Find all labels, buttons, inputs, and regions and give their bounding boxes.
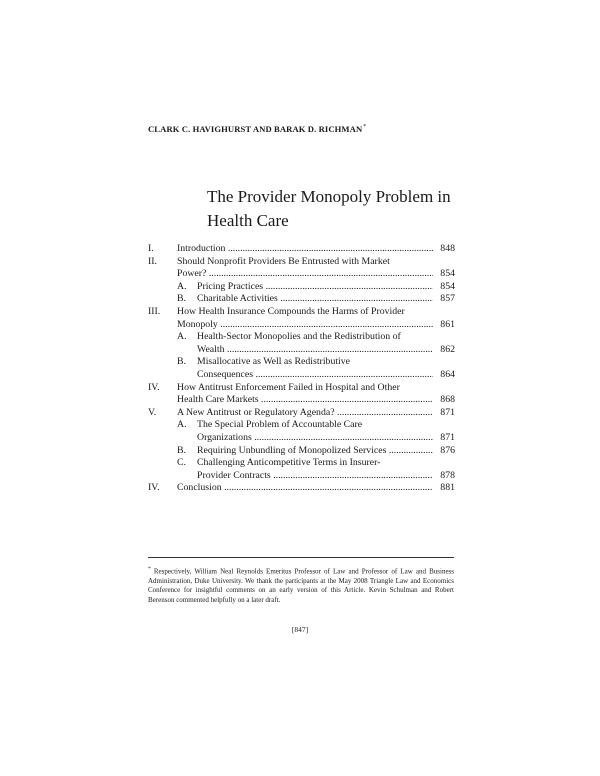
toc-entry-continuation [148, 268, 455, 281]
toc-entry-continuation [148, 470, 455, 483]
page-number: [847] [291, 625, 309, 634]
toc-entry-continuation [148, 319, 455, 332]
toc-number: III. [148, 305, 161, 317]
toc-sub-letter: A. [177, 331, 187, 343]
article-title [207, 185, 467, 233]
toc-entry-text: How Antitrust Enforcement Failed in Hospital and Other [177, 381, 400, 393]
toc-entry-text: Pricing Practices ..... [197, 281, 433, 294]
toc-page-number: 857 [440, 293, 455, 305]
toc-entry-text: Challenging Anticompetitive Terms in Insurer- [197, 457, 381, 469]
toc-entry [148, 306, 455, 319]
toc-entry-text: Health-Sector Monopolies and the Redistribution of [197, 331, 401, 343]
toc-page-number: 868 [440, 394, 455, 406]
toc-entry-continuation [148, 344, 455, 357]
footnote-mark: * [148, 566, 151, 572]
toc-number: I. [148, 243, 154, 254]
toc-number: V. [148, 406, 157, 418]
toc-sub-letter: B. [177, 293, 186, 305]
toc-entry-text: Introduction ..... [177, 243, 433, 256]
toc-subentry [148, 445, 455, 458]
title-line-2: Health Care [207, 211, 289, 230]
footnote-divider [148, 557, 454, 558]
toc-entry-text: Charitable Activities ..... [197, 293, 433, 306]
toc-sub-letter: A. [177, 419, 187, 431]
toc-subentry [148, 457, 455, 470]
toc-entry-text: Wealth ..... [197, 344, 433, 357]
toc-page-number: 854 [440, 280, 455, 292]
toc-subentry [148, 331, 455, 344]
toc-entry [148, 382, 455, 395]
toc-page-number: 871 [440, 406, 455, 418]
toc-page-number: 861 [440, 318, 455, 330]
toc-entry-text: Misallocative as Well as Redistributive [197, 356, 351, 368]
toc-entry [148, 243, 455, 256]
footnote-text: Respectively, William Neal Reynolds Emeritus Professor of Law and Professor of Law and Business Administration, Duke University. We thank the participants at the May 2008 Triangle Law and Economics Conference for insightful comments on an early version of this Article. Kevin Schulman and Robert Berenson commented helpfully on a later draft. [148, 567, 455, 604]
toc-entry-text: Consequences ..... [197, 369, 433, 382]
toc-subentry [148, 281, 455, 294]
toc-sub-letter: B. [177, 444, 186, 456]
toc-page-number: 862 [440, 343, 455, 355]
toc-sub-letter: B. [177, 356, 186, 368]
toc-entry-text: A New Antitrust or Regulatory Agenda? ..... [177, 407, 433, 420]
toc-entry-text: Monopoly ..... [177, 319, 433, 332]
toc-entry [148, 407, 455, 420]
toc-page-number: 848 [440, 243, 455, 254]
toc-entry-text: The Special Problem of Accountable Care [197, 419, 363, 431]
author-footnote-mark: * [363, 124, 367, 131]
toc-sub-letter: C. [177, 457, 186, 469]
toc-entry-text: Health Care Markets ..... [177, 394, 433, 407]
toc-entry-text: Power? ..... [177, 268, 433, 281]
running-header-authors: CLARK C. HAVIGHURST AND BARAK D. RICHMAN* [148, 124, 367, 134]
toc-subentry [148, 419, 455, 432]
toc-subentry [148, 293, 455, 306]
toc-entry [148, 256, 455, 269]
toc-sub-letter: A. [177, 280, 187, 292]
toc-entry-text: Should Nonprofit Providers Be Entrusted with Market [177, 255, 390, 267]
toc-page-number: 864 [440, 368, 455, 380]
toc-number: II. [148, 255, 157, 267]
toc-page-number: 876 [440, 444, 455, 456]
toc-entry-text: Provider Contracts ..... [197, 470, 433, 483]
toc-number: IV. [148, 482, 160, 494]
toc-entry-text: How Health Insurance Compounds the Harms of Provider [177, 305, 405, 317]
toc-entry-text: Organizations ..... [197, 432, 433, 445]
table-of-contents [148, 243, 455, 495]
title-line-1: The Provider Monopoly Problem in [207, 187, 451, 206]
toc-entry-text: Requiring Unbundling of Monopolized Services ..... [197, 445, 433, 458]
toc-page-number: 878 [440, 469, 455, 481]
toc-entry-continuation [148, 394, 455, 407]
toc-page-number: 881 [440, 482, 455, 494]
toc-entry-continuation [148, 432, 455, 445]
toc-entry [148, 482, 455, 495]
toc-entry-text: Conclusion ..... [177, 482, 433, 495]
toc-entry-continuation [148, 369, 455, 382]
footnote [148, 565, 454, 605]
toc-page-number: 854 [440, 268, 455, 280]
toc-number: IV. [148, 381, 160, 393]
toc-subentry [148, 356, 455, 369]
toc-page-number: 871 [440, 431, 455, 443]
